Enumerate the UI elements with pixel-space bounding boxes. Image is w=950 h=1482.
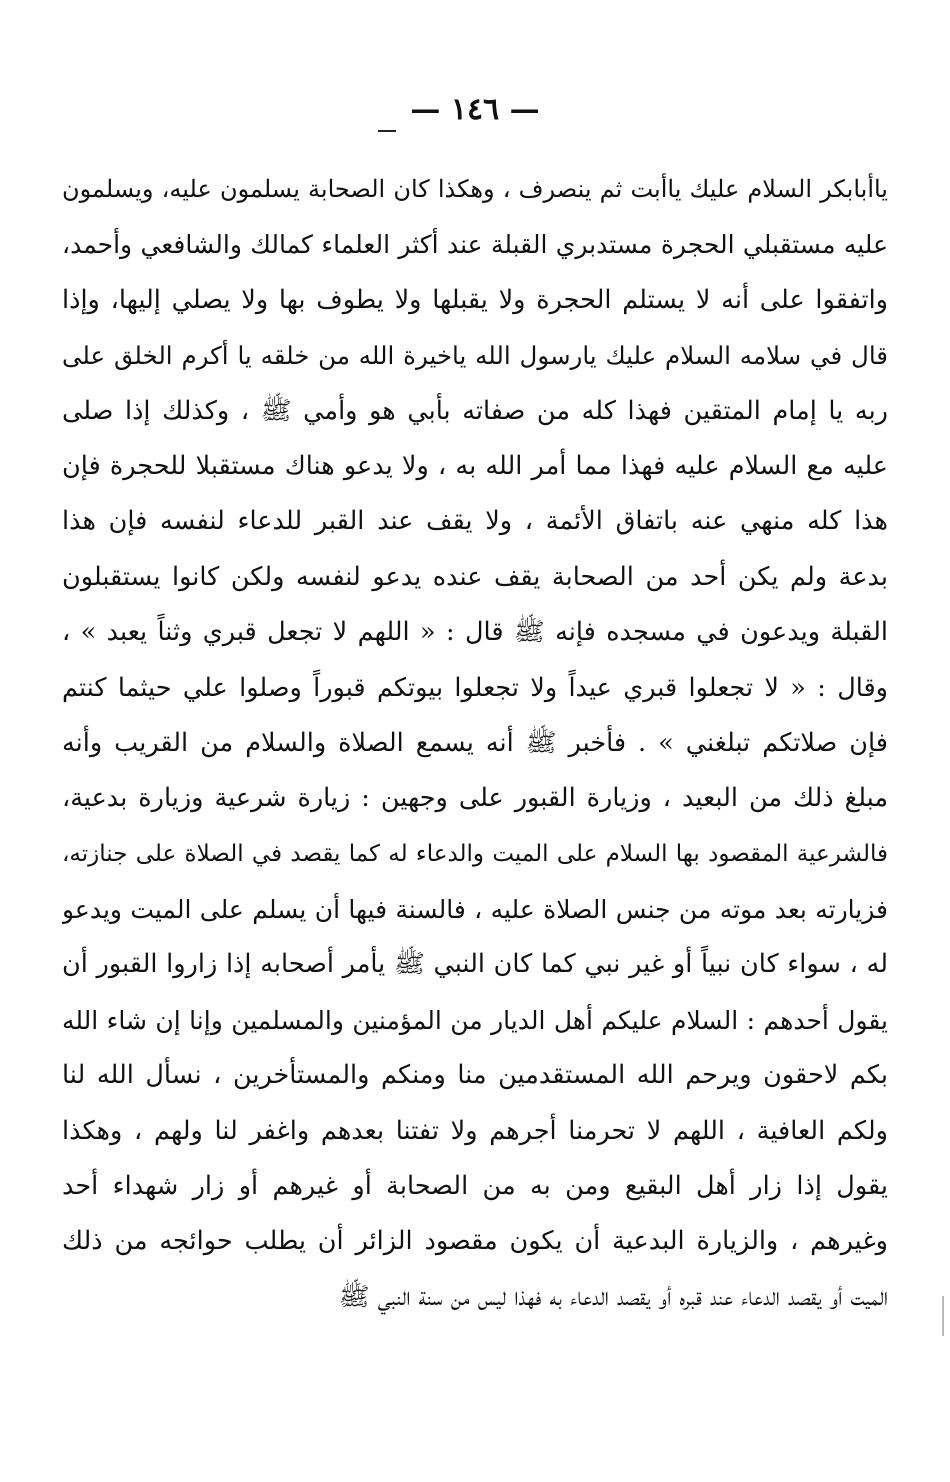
text-line-12: مبلغ ذلك من البعيد ، وزيارة القبور على وجهين : زيارة شرعية وزيارة بدعية، — [62, 783, 888, 814]
text-line-11: فإن صلاتكم تبلغني » . فأخبر ﷺ أنه يسمع الصلاة والسلام من القريب وأنه — [62, 727, 888, 758]
text-line-16: يقول أحدهم : السلام عليكم أهل الديار من المؤمنين والمسلمين وإنا إن شاء الله — [62, 1005, 888, 1035]
text-line-13: فالشرعية المقصود بها السلام على الميت والدعاء له كما يقصد في الصلاة على جنازته، — [62, 840, 888, 867]
text-line-17: بكم لاحقون ويرحم الله المستقدمين منا ومنكم والمستأخرين ، نسأل الله لنا — [62, 1060, 888, 1091]
text-line-18: ولكم العافية ، اللهم لا تحرمنا أجرهم ولا تفتنا بعدهم واغفر لنا ولهم ، وهكذا — [62, 1115, 888, 1146]
body-text — [62, 162, 888, 1325]
text-line-5: ربه يا إمام المتقين فهذا كله من صفاته بأبي هو وأمي ﷺ ، وكذلك إذا صلى — [62, 395, 888, 426]
text-line-10: وقال : « لا تجعلوا قبري عيداً ولا تجعلوا بيوتكم قبوراً وصلوا علي حيثما كنتم — [62, 672, 888, 703]
text-line-19: يقول إذا زار أهل البقيع ومن به من الصحابة أو غيرهم أو زار شهداء أحد — [62, 1171, 888, 1202]
page-number: — ١٤٦ — — [410, 92, 540, 127]
edge-mark — [942, 1296, 944, 1336]
text-line-4: قال في سلامه السلام عليك يارسول الله ياخيرة الله من خلقه يا أكرم الخلق على — [62, 341, 888, 371]
text-line-8: بدعة ولم يكن أحد من الصحابة يقف عنده يدعو لنفسه ولكن كانوا يستقبلون — [62, 561, 888, 592]
text-line-15: له ، سواء كان نبياً أو غير نبي كما كان النبي ﷺ يأمر أصحابه إذا زاروا القبور أن — [62, 949, 888, 980]
text-line-3: واتفقوا على أنه لا يستلم الحجرة ولا يقبلها ولا يطوف بها ولا يصلي إليها، وإذا — [62, 284, 888, 315]
text-line-20: وغيرهم ، والزيارة البدعية أن يكون مقصود الزائر أن يطلب حوائجه من ذلك — [62, 1226, 888, 1257]
header-mark — [378, 130, 396, 132]
text-line-2: عليه مستقبلي الحجرة مستدبري القبلة عند أكثر العلماء كمالك والشافعي وأحمد، — [62, 230, 888, 260]
text-line-14: فزيارته بعد موته من جنس الصلاة عليه ، فالسنة فيها أن يسلم على الميت ويدعو — [62, 895, 888, 925]
text-line-1: ياأبابكر السلام عليك ياأبت ثم ينصرف ، وهكذا كان الصحابة يسلمون عليه، ويسلمون — [62, 175, 888, 203]
text-line-6: عليه مع السلام عليه فهذا مما أمر الله به ، ولا يدعو هناك مستقبلا للحجرة فإن — [62, 450, 888, 481]
text-line-9: القبلة ويدعون في مسجده فإنه ﷺ قال : « اللهم لا تجعل قبري وثناً يعبد » ، — [62, 617, 888, 648]
text-line-21: الميت أو يقصد الدعاء عند قبره أو يقصد الدعاء به فهذا ليس من سنة النبي ﷺ — [338, 1281, 888, 1312]
text-line-7: هذا كله منهي عنه باتفاق الأئمة ، ولا يقف عند القبر للدعاء لنفسه فإن هذا — [62, 506, 888, 537]
